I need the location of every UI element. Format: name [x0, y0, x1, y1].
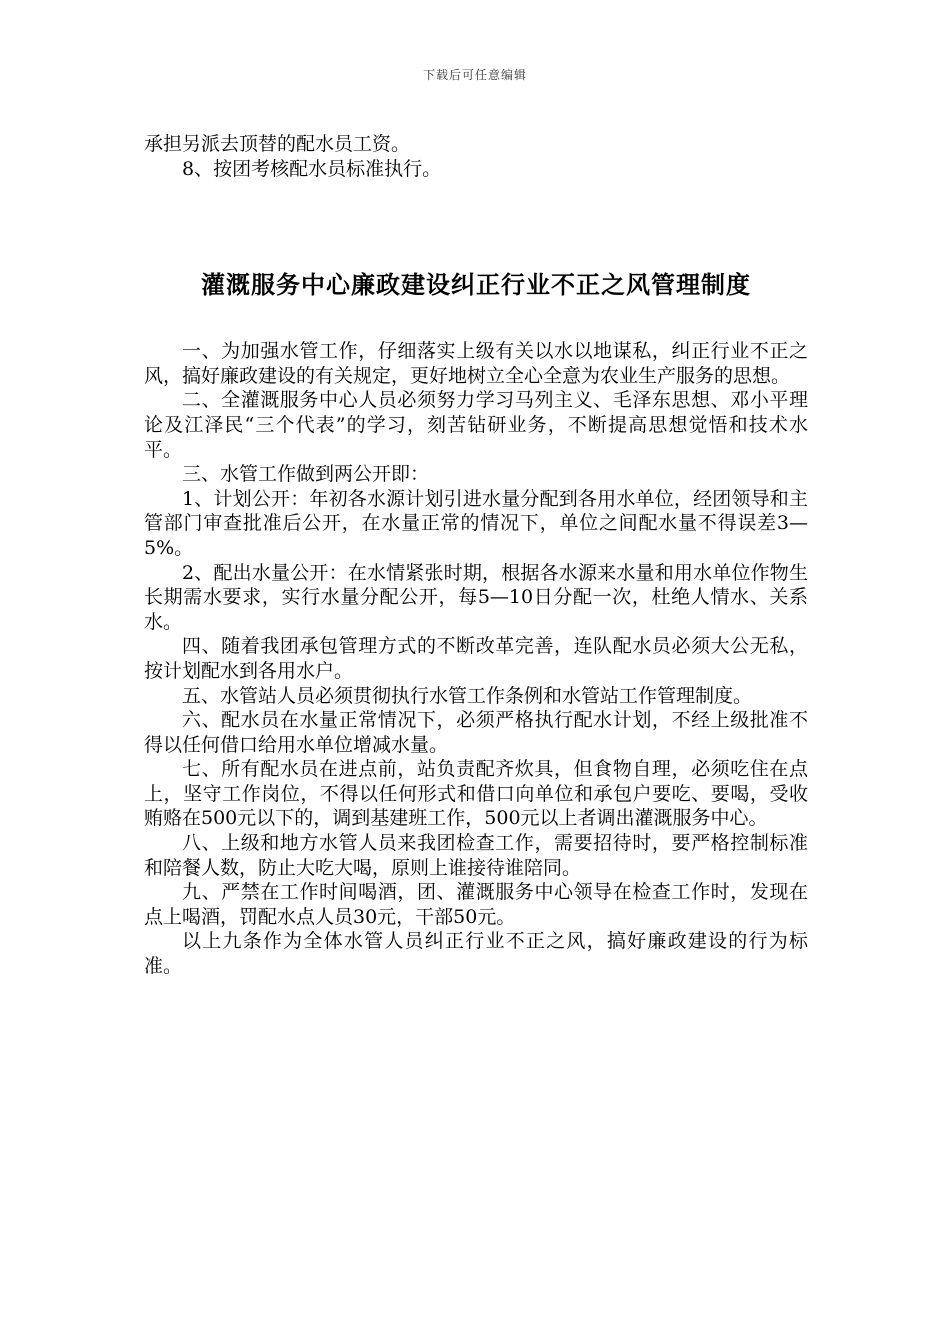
document-body [144, 132, 808, 979]
body-paragraph: 七、所有配水员在进点前，站负责配齐炊具，但食物自理，必须吃住在点上，坚守工作岗位，不得以任何形式和借口向单位和承包户要吃、要喝，受收贿赂在500元以下的，调到基建班工作，500元以上者调出灌溉服务中心。 [144, 758, 808, 830]
body-paragraph: 六、配水员在水量正常情况下，必须严格执行配水计划，不经上级批准不得以任何借口给用水单位增减水量。 [144, 709, 808, 756]
document-title: 灌溉服务中心廉政建设纠正行业不正之风管理制度 [201, 270, 751, 300]
page-header-note: 下载后可任意编辑 [422, 68, 527, 82]
body-paragraph: 三、水管工作做到两公开即： [182, 463, 430, 486]
body-paragraph: 二、全灌溉服务中心人员必须努力学习马列主义、毛泽东思想、邓小平理论及江泽民“三个代表”的学习，刻苦钻研业务，不断提高思想觉悟和技术水平。 [144, 389, 808, 461]
body-paragraph: 四、随着我团承包管理方式的不断改革完善，连队配水员必须大公无私，按计划配水到各用水户。 [144, 635, 808, 682]
body-paragraph: 2、配出水量公开：在水情紧张时期，根据各水源来水量和用水单位作物生长期需水要求，实行水量分配公开，每5—10日分配一次，杜绝人情水、关系水。 [144, 561, 808, 633]
body-paragraph: 九、严禁在工作时间喝酒，团、灌溉服务中心领导在检查工作时，发现在点上喝酒，罚配水点人员30元，干部50元。 [144, 881, 808, 928]
intro-paragraph: 承担另派去顶替的配水员工资。 [144, 133, 411, 155]
body-paragraph: 五、水管站人员必须贯彻执行水管工作条例和水管站工作管理制度。 [182, 684, 753, 707]
body-paragraph: 1、计划公开：年初各水源计划引进水量分配到各用水单位，经团领导和主管部门审查批准后公开，在水量正常的情况下，单位之间配水量不得误差3—5%。 [144, 487, 808, 559]
body-paragraph: 以上九条作为全体水管人员纠正行业不正之风，搞好廉政建设的行为标准。 [144, 930, 808, 978]
intro-paragraph: 8、按团考核配水员标准执行。 [182, 157, 442, 180]
body-paragraph: 八、上级和地方水管人员来我团检查工作，需要招待时，要严格控制标准和陪餐人数，防止大吃大喝，原则上谁接待谁陪同。 [144, 832, 808, 879]
body-paragraph: 一、为加强水管工作，仔细落实上级有关以水以地谋私，纠正行业不正之风，搞好廉政建设的有关规定，更好地树立全心全意为农业生产服务的思想。 [144, 340, 808, 387]
